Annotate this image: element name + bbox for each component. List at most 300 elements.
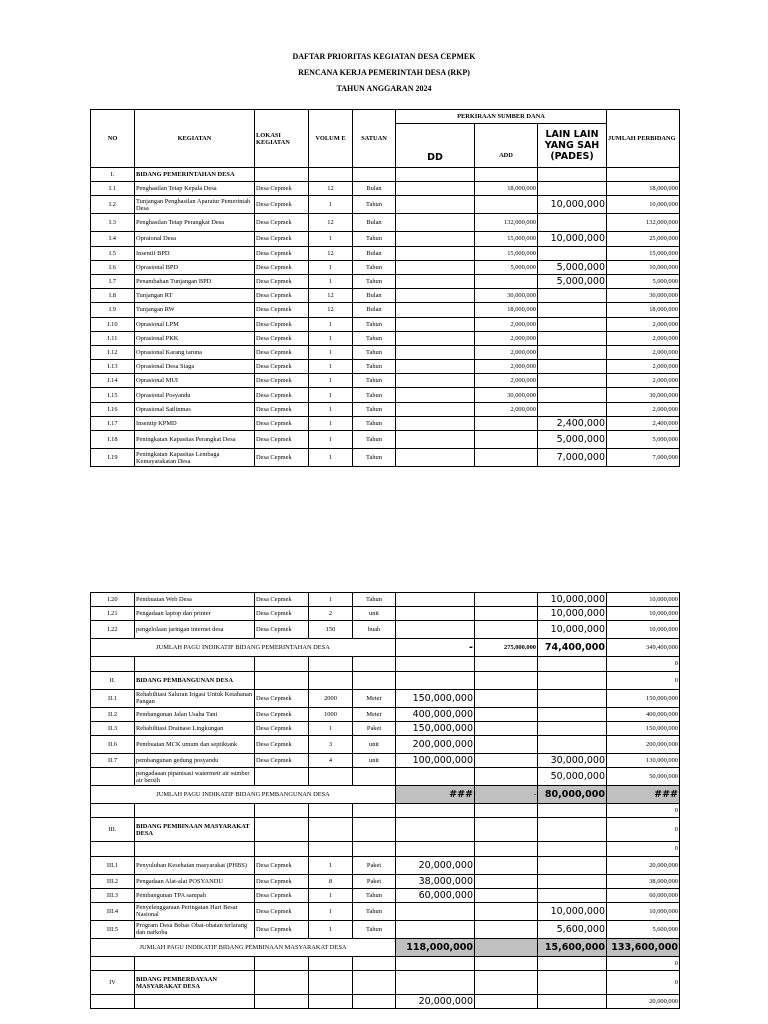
no-cell: I.11	[91, 331, 135, 345]
add-cell: 18,000,000	[475, 303, 538, 317]
total-lain: 15,600,000	[538, 938, 607, 956]
table-row	[91, 856, 680, 874]
priority-table-part1	[90, 109, 680, 467]
no-cell: III.4	[91, 902, 135, 920]
kegiatan-cell: Penambahan Tunjangan BPD	[135, 274, 255, 288]
empty-cell	[353, 956, 396, 970]
dd-cell	[396, 902, 475, 920]
satuan-cell	[353, 818, 396, 842]
lain-cell	[538, 402, 607, 416]
kegiatan-cell: Oprasional BPD	[135, 260, 255, 274]
empty-cell	[135, 956, 255, 970]
total-row	[91, 938, 680, 956]
no-cell	[91, 995, 135, 1009]
lain-cell	[538, 182, 607, 196]
empty-cell	[538, 842, 607, 856]
add-cell: 2,000,000	[475, 374, 538, 388]
no-cell: I.10	[91, 317, 135, 331]
lokasi-cell: Desa Cepmek	[255, 388, 309, 402]
volume-cell: 4	[309, 753, 353, 767]
table-row	[91, 971, 680, 995]
dd-cell	[396, 289, 475, 303]
volume-cell: 12	[309, 246, 353, 260]
dd-cell	[396, 331, 475, 345]
total-dd: ###	[396, 786, 475, 804]
kegiatan-cell: Pembuatan MCK umum dan septiktank	[135, 735, 255, 753]
lokasi-cell: Desa Cepmek	[255, 196, 309, 214]
lokasi-cell: Desa Cepmek	[255, 753, 309, 767]
no-cell: II.7	[91, 753, 135, 767]
table-row	[91, 607, 680, 621]
no-cell: I.16	[91, 402, 135, 416]
kegiatan-cell: Program Desa Bebas Obat-obatan terlarang dan narkoba	[135, 920, 255, 938]
kegiatan-cell: Peningkatan Kapasitas Lembaga Kemayarakatan Desa	[135, 449, 255, 467]
volume-cell: 1	[309, 593, 353, 607]
kegiatan-cell: Tunjangan RW	[135, 303, 255, 317]
table-row	[91, 402, 680, 416]
col-satuan: SATUAN	[353, 110, 396, 168]
volume-cell: 1	[309, 360, 353, 374]
kegiatan-cell: Opraional Desa	[135, 232, 255, 246]
dd-cell: 100,000,000	[396, 753, 475, 767]
empty-cell	[309, 657, 353, 671]
lain-cell	[538, 168, 607, 182]
no-cell: II.	[91, 671, 135, 689]
lain-cell: 10,000,000	[538, 621, 607, 639]
dd-cell	[396, 345, 475, 359]
add-cell: 30,000,000	[475, 388, 538, 402]
col-lain-lain: LAIN LAIN YANG SAH (PADES)	[538, 124, 607, 168]
lain-cell	[538, 735, 607, 753]
dd-cell: 20,000,000	[396, 995, 475, 1009]
table-row	[91, 431, 680, 449]
no-cell: II.3	[91, 721, 135, 735]
lokasi-cell: Desa Cepmek	[255, 920, 309, 938]
no-cell: III.1	[91, 856, 135, 874]
no-cell: II.6	[91, 735, 135, 753]
kegiatan-cell: BIDANG PEMBANGUNAN DESA	[135, 671, 255, 689]
volume-cell: 2	[309, 607, 353, 621]
table-row	[91, 721, 680, 735]
kegiatan-cell: BIDANG PEMBERDAYAAN MASYARAKAT DESA	[135, 971, 255, 995]
table-row	[91, 902, 680, 920]
kegiatan-cell: Penyelenggaraan Peringatan Hari Besar Nasional	[135, 902, 255, 920]
volume-cell: 8	[309, 874, 353, 888]
table-row	[91, 260, 680, 274]
jumlah-cell: 7,000,000	[607, 449, 680, 467]
dd-cell: 38,000,000	[396, 874, 475, 888]
add-cell: 2,000,000	[475, 402, 538, 416]
lokasi-cell: Desa Cepmek	[255, 416, 309, 430]
volume-cell: 1	[309, 345, 353, 359]
no-cell: I.20	[91, 593, 135, 607]
satuan-cell: Bulan	[353, 303, 396, 317]
no-cell: I.6	[91, 260, 135, 274]
lain-cell	[538, 214, 607, 232]
lokasi-cell: Desa Cepmek	[255, 431, 309, 449]
col-add: ADD	[475, 124, 538, 168]
jumlah-cell: 10,000,000	[607, 621, 680, 639]
table-row	[91, 274, 680, 288]
table-row	[91, 232, 680, 246]
jumlah-cell	[607, 168, 680, 182]
empty-cell	[255, 657, 309, 671]
kegiatan-cell: Penghasilan Tetap Kepala Desa	[135, 182, 255, 196]
table-row	[91, 753, 680, 767]
jumlah-cell: 60,000,000	[607, 888, 680, 902]
lain-cell	[538, 721, 607, 735]
satuan-cell	[353, 971, 396, 995]
empty-cell	[396, 657, 475, 671]
lain-cell: 10,000,000	[538, 593, 607, 607]
col-dd: DD	[396, 124, 475, 168]
satuan-cell: Tahun	[353, 449, 396, 467]
add-cell	[475, 753, 538, 767]
table-row	[91, 995, 680, 1009]
kegiatan-cell: Insentip KPMD	[135, 416, 255, 430]
no-cell: I.4	[91, 232, 135, 246]
satuan-cell: Paket	[353, 874, 396, 888]
kegiatan-cell: BIDANG PEMBINAAN MASYARAKAT DESA	[135, 818, 255, 842]
total-row	[91, 639, 680, 657]
kegiatan-cell: Oprasional PKK	[135, 331, 255, 345]
table-row	[91, 689, 680, 707]
col-jumlah: JUMLAH PERBIDANG	[607, 110, 680, 168]
lokasi-cell: Desa Cepmek	[255, 317, 309, 331]
dd-cell	[396, 303, 475, 317]
lain-cell	[538, 971, 607, 995]
empty-cell	[475, 657, 538, 671]
add-cell	[475, 888, 538, 902]
satuan-cell: Tahun	[353, 317, 396, 331]
table-row	[91, 920, 680, 938]
lokasi-cell: Desa Cepmek	[255, 735, 309, 753]
lain-cell: 50,000,000	[538, 768, 607, 786]
kegiatan-cell: Pengadaan Alat-alat POSYANDU	[135, 874, 255, 888]
kegiatan-cell: Tunjangan Penghasilan Aparatur Pemerintah Desa	[135, 196, 255, 214]
jumlah-cell: 0	[607, 818, 680, 842]
table-row	[91, 657, 680, 671]
jumlah-cell: 18,000,000	[607, 303, 680, 317]
lain-cell: 5,600,000	[538, 920, 607, 938]
dd-cell	[396, 214, 475, 232]
satuan-cell: Tahun	[353, 402, 396, 416]
lain-cell	[538, 246, 607, 260]
kegiatan-cell: Insentif BPD	[135, 246, 255, 260]
empty-cell	[255, 956, 309, 970]
empty-cell	[91, 842, 135, 856]
table-row	[91, 768, 680, 786]
table-row	[91, 621, 680, 639]
dd-cell	[396, 274, 475, 288]
satuan-cell: Tahun	[353, 360, 396, 374]
lain-cell: 30,000,000	[538, 753, 607, 767]
dd-cell	[396, 431, 475, 449]
dd-cell: 400,000,000	[396, 707, 475, 721]
volume-cell: 1	[309, 449, 353, 467]
empty-cell	[475, 842, 538, 856]
volume-cell: 1	[309, 402, 353, 416]
total-lain: 80,000,000	[538, 786, 607, 804]
add-cell	[475, 168, 538, 182]
satuan-cell: Bulan	[353, 182, 396, 196]
lokasi-cell: Desa Cepmek	[255, 303, 309, 317]
lokasi-cell: Desa Cepmek	[255, 607, 309, 621]
volume-cell	[309, 971, 353, 995]
dd-cell	[396, 971, 475, 995]
volume-cell: 1	[309, 888, 353, 902]
lokasi-cell: Desa Cepmek	[255, 721, 309, 735]
add-cell	[475, 274, 538, 288]
dd-cell	[396, 621, 475, 639]
jumlah-cell: 2,000,000	[607, 345, 680, 359]
satuan-cell: buah	[353, 621, 396, 639]
table-row	[91, 196, 680, 214]
volume-cell: 1	[309, 260, 353, 274]
add-cell	[475, 995, 538, 1009]
kegiatan-cell: Penghasilan Tetap Perangkat Desa	[135, 214, 255, 232]
dd-cell	[396, 449, 475, 467]
no-cell: I.14	[91, 374, 135, 388]
total-jumlah: 349,400,000	[607, 639, 680, 657]
no-cell	[91, 768, 135, 786]
jumlah-cell: 132,000,000	[607, 214, 680, 232]
table-row	[91, 707, 680, 721]
lain-cell	[538, 388, 607, 402]
dd-cell	[396, 232, 475, 246]
lokasi-cell: Desa Cepmek	[255, 689, 309, 707]
volume-cell: 1	[309, 902, 353, 920]
lain-cell: 10,000,000	[538, 607, 607, 621]
lain-cell	[538, 289, 607, 303]
dd-cell	[396, 388, 475, 402]
add-cell	[475, 607, 538, 621]
jumlah-cell: 0	[607, 804, 680, 818]
dd-cell	[396, 671, 475, 689]
lokasi-cell: Desa Cepmek	[255, 888, 309, 902]
jumlah-cell: 0	[607, 671, 680, 689]
jumlah-cell: 10,000,000	[607, 902, 680, 920]
jumlah-cell: 20,000,000	[607, 856, 680, 874]
empty-cell	[309, 804, 353, 818]
lokasi-cell: Desa Cepmek	[255, 260, 309, 274]
add-cell: 2,000,000	[475, 317, 538, 331]
dd-cell	[396, 196, 475, 214]
lokasi-cell: Desa Cepmek	[255, 707, 309, 721]
kegiatan-cell: Penyuluhan Kesehatan masyarakat (PHBS)	[135, 856, 255, 874]
kegiatan-cell: Pembuatan Web Desa	[135, 593, 255, 607]
empty-cell	[538, 657, 607, 671]
no-cell: III.	[91, 818, 135, 842]
satuan-cell: Bulan	[353, 246, 396, 260]
volume-cell: 1	[309, 431, 353, 449]
no-cell: I.17	[91, 416, 135, 430]
lain-cell: 2,400,000	[538, 416, 607, 430]
doc-title-2: RENCANA KERJA PEMERINTAH DESA (RKP)	[298, 68, 470, 77]
no-cell: I.19	[91, 449, 135, 467]
lain-cell	[538, 331, 607, 345]
empty-cell	[396, 956, 475, 970]
empty-cell	[538, 956, 607, 970]
kegiatan-cell: pengadaaan pipanisasi watermetr air sumber air bersih	[135, 768, 255, 786]
lain-cell	[538, 689, 607, 707]
doc-title-1: DAFTAR PRIORITAS KEGIATAN DESA CEPMEK	[292, 52, 476, 61]
jumlah-cell: 5,000,000	[607, 274, 680, 288]
satuan-cell: unit	[353, 607, 396, 621]
table-row	[91, 168, 680, 182]
table-row	[91, 214, 680, 232]
no-cell: I.3	[91, 214, 135, 232]
total-label: JUMLAH PAGU INDIKATIF BIDANG PEMBANGUNAN DESA	[91, 786, 396, 804]
add-cell	[475, 416, 538, 430]
volume-cell: 12	[309, 289, 353, 303]
add-cell	[475, 768, 538, 786]
no-cell: I.21	[91, 607, 135, 621]
empty-cell	[135, 657, 255, 671]
lokasi-cell: Desa Cepmek	[255, 874, 309, 888]
satuan-cell: Tahun	[353, 431, 396, 449]
satuan-cell: Tahun	[353, 345, 396, 359]
lokasi-cell	[255, 995, 309, 1009]
volume-cell: 1	[309, 196, 353, 214]
no-cell: III.3	[91, 888, 135, 902]
lokasi-cell: Desa Cepmek	[255, 246, 309, 260]
satuan-cell	[353, 995, 396, 1009]
kegiatan-cell: Rehabilitasi Saluran Irigasi Untuk Ketahanan Pangan	[135, 689, 255, 707]
satuan-cell: Tahun	[353, 388, 396, 402]
jumlah-cell: 150,000,000	[607, 721, 680, 735]
jumlah-cell: 18,000,000	[607, 182, 680, 196]
kegiatan-cell: Oprasional LPM	[135, 317, 255, 331]
col-no: NO	[91, 110, 135, 168]
jumlah-cell: 400,000,000	[607, 707, 680, 721]
satuan-cell: Tahun	[353, 920, 396, 938]
dd-cell	[396, 920, 475, 938]
total-jumlah: ###	[607, 786, 680, 804]
jumlah-cell: 10,000,000	[607, 260, 680, 274]
total-dd: -	[396, 639, 475, 657]
dd-cell	[396, 818, 475, 842]
no-cell: I.22	[91, 621, 135, 639]
satuan-cell: Tahun	[353, 196, 396, 214]
no-cell: II.2	[91, 707, 135, 721]
kegiatan-cell	[135, 995, 255, 1009]
lain-cell	[538, 374, 607, 388]
table-row	[91, 246, 680, 260]
volume-cell	[309, 671, 353, 689]
total-lain: 74,400,000	[538, 639, 607, 657]
dd-cell	[396, 374, 475, 388]
lain-cell	[538, 345, 607, 359]
table-row	[91, 956, 680, 970]
kegiatan-cell: Peningkatan Kapasitas Perangkat Desa	[135, 431, 255, 449]
no-cell: III.2	[91, 874, 135, 888]
priority-table-part2	[90, 592, 680, 1009]
satuan-cell	[353, 768, 396, 786]
add-cell: 132,000,000	[475, 214, 538, 232]
col-lokasi: LOKASI KEGIATAN	[255, 110, 309, 168]
total-label: JUMLAH PAGU INDIKATIF BIDANG PEMBINAAN MASYARAKAT DESA	[91, 938, 396, 956]
add-cell	[475, 902, 538, 920]
kegiatan-cell: pengelolaan jaringan internet desa	[135, 621, 255, 639]
empty-cell	[309, 956, 353, 970]
kegiatan-cell: BIDANG PEMERINTAHAN DESA	[135, 168, 255, 182]
no-cell: I.15	[91, 388, 135, 402]
total-add	[475, 938, 538, 956]
total-dd: 118,000,000	[396, 938, 475, 956]
volume-cell: 1	[309, 721, 353, 735]
volume-cell: 12	[309, 303, 353, 317]
lokasi-cell: Desa Cepmek	[255, 621, 309, 639]
dd-cell	[396, 360, 475, 374]
total-add: -	[475, 786, 538, 804]
kegiatan-cell: Pembangunan TPA sampah	[135, 888, 255, 902]
jumlah-cell: 15,000,000	[607, 246, 680, 260]
lokasi-cell: Desa Cepmek	[255, 182, 309, 196]
lokasi-cell: Desa Cepmek	[255, 345, 309, 359]
dd-cell	[396, 317, 475, 331]
kegiatan-cell: Oprasional Satlinmas	[135, 402, 255, 416]
table-row	[91, 388, 680, 402]
add-cell	[475, 971, 538, 995]
lain-cell	[538, 707, 607, 721]
table-row	[91, 804, 680, 818]
jumlah-cell: 30,000,000	[607, 388, 680, 402]
add-cell	[475, 431, 538, 449]
kegiatan-cell: Pengadaan laptop dan printer	[135, 607, 255, 621]
empty-cell	[353, 804, 396, 818]
jumlah-cell: 0	[607, 657, 680, 671]
lain-cell: 5,000,000	[538, 260, 607, 274]
add-cell: 5,000,000	[475, 260, 538, 274]
dd-cell	[396, 260, 475, 274]
table-row	[91, 818, 680, 842]
volume-cell	[309, 995, 353, 1009]
lain-cell	[538, 317, 607, 331]
table-row	[91, 842, 680, 856]
jumlah-cell: 2,000,000	[607, 402, 680, 416]
lokasi-cell	[255, 971, 309, 995]
kegiatan-cell: Oprasional Posyandu	[135, 388, 255, 402]
empty-cell	[353, 657, 396, 671]
kegiatan-cell: pembangunan gedung posyandu	[135, 753, 255, 767]
dd-cell	[396, 593, 475, 607]
add-cell	[475, 874, 538, 888]
table-row	[91, 449, 680, 467]
satuan-cell: unit	[353, 753, 396, 767]
lain-cell	[538, 888, 607, 902]
lain-cell	[538, 995, 607, 1009]
no-cell: I.7	[91, 274, 135, 288]
empty-cell	[396, 804, 475, 818]
kegiatan-cell: Oprasional Desa Siaga	[135, 360, 255, 374]
col-sumber-dana: PERKIRAAN SUMBER DANA	[396, 110, 607, 124]
satuan-cell: Bulan	[353, 289, 396, 303]
jumlah-cell: 2,000,000	[607, 360, 680, 374]
lokasi-cell: Desa Cepmek	[255, 360, 309, 374]
add-cell	[475, 593, 538, 607]
table-row	[91, 289, 680, 303]
jumlah-cell: 130,000,000	[607, 753, 680, 767]
add-cell	[475, 621, 538, 639]
volume-cell	[309, 768, 353, 786]
kegiatan-cell: Pembangunan Jalan Usaha Tani	[135, 707, 255, 721]
empty-cell	[91, 956, 135, 970]
table-row	[91, 671, 680, 689]
volume-cell: 12	[309, 214, 353, 232]
lain-cell: 5,000,000	[538, 274, 607, 288]
satuan-cell: Tahun	[353, 888, 396, 902]
